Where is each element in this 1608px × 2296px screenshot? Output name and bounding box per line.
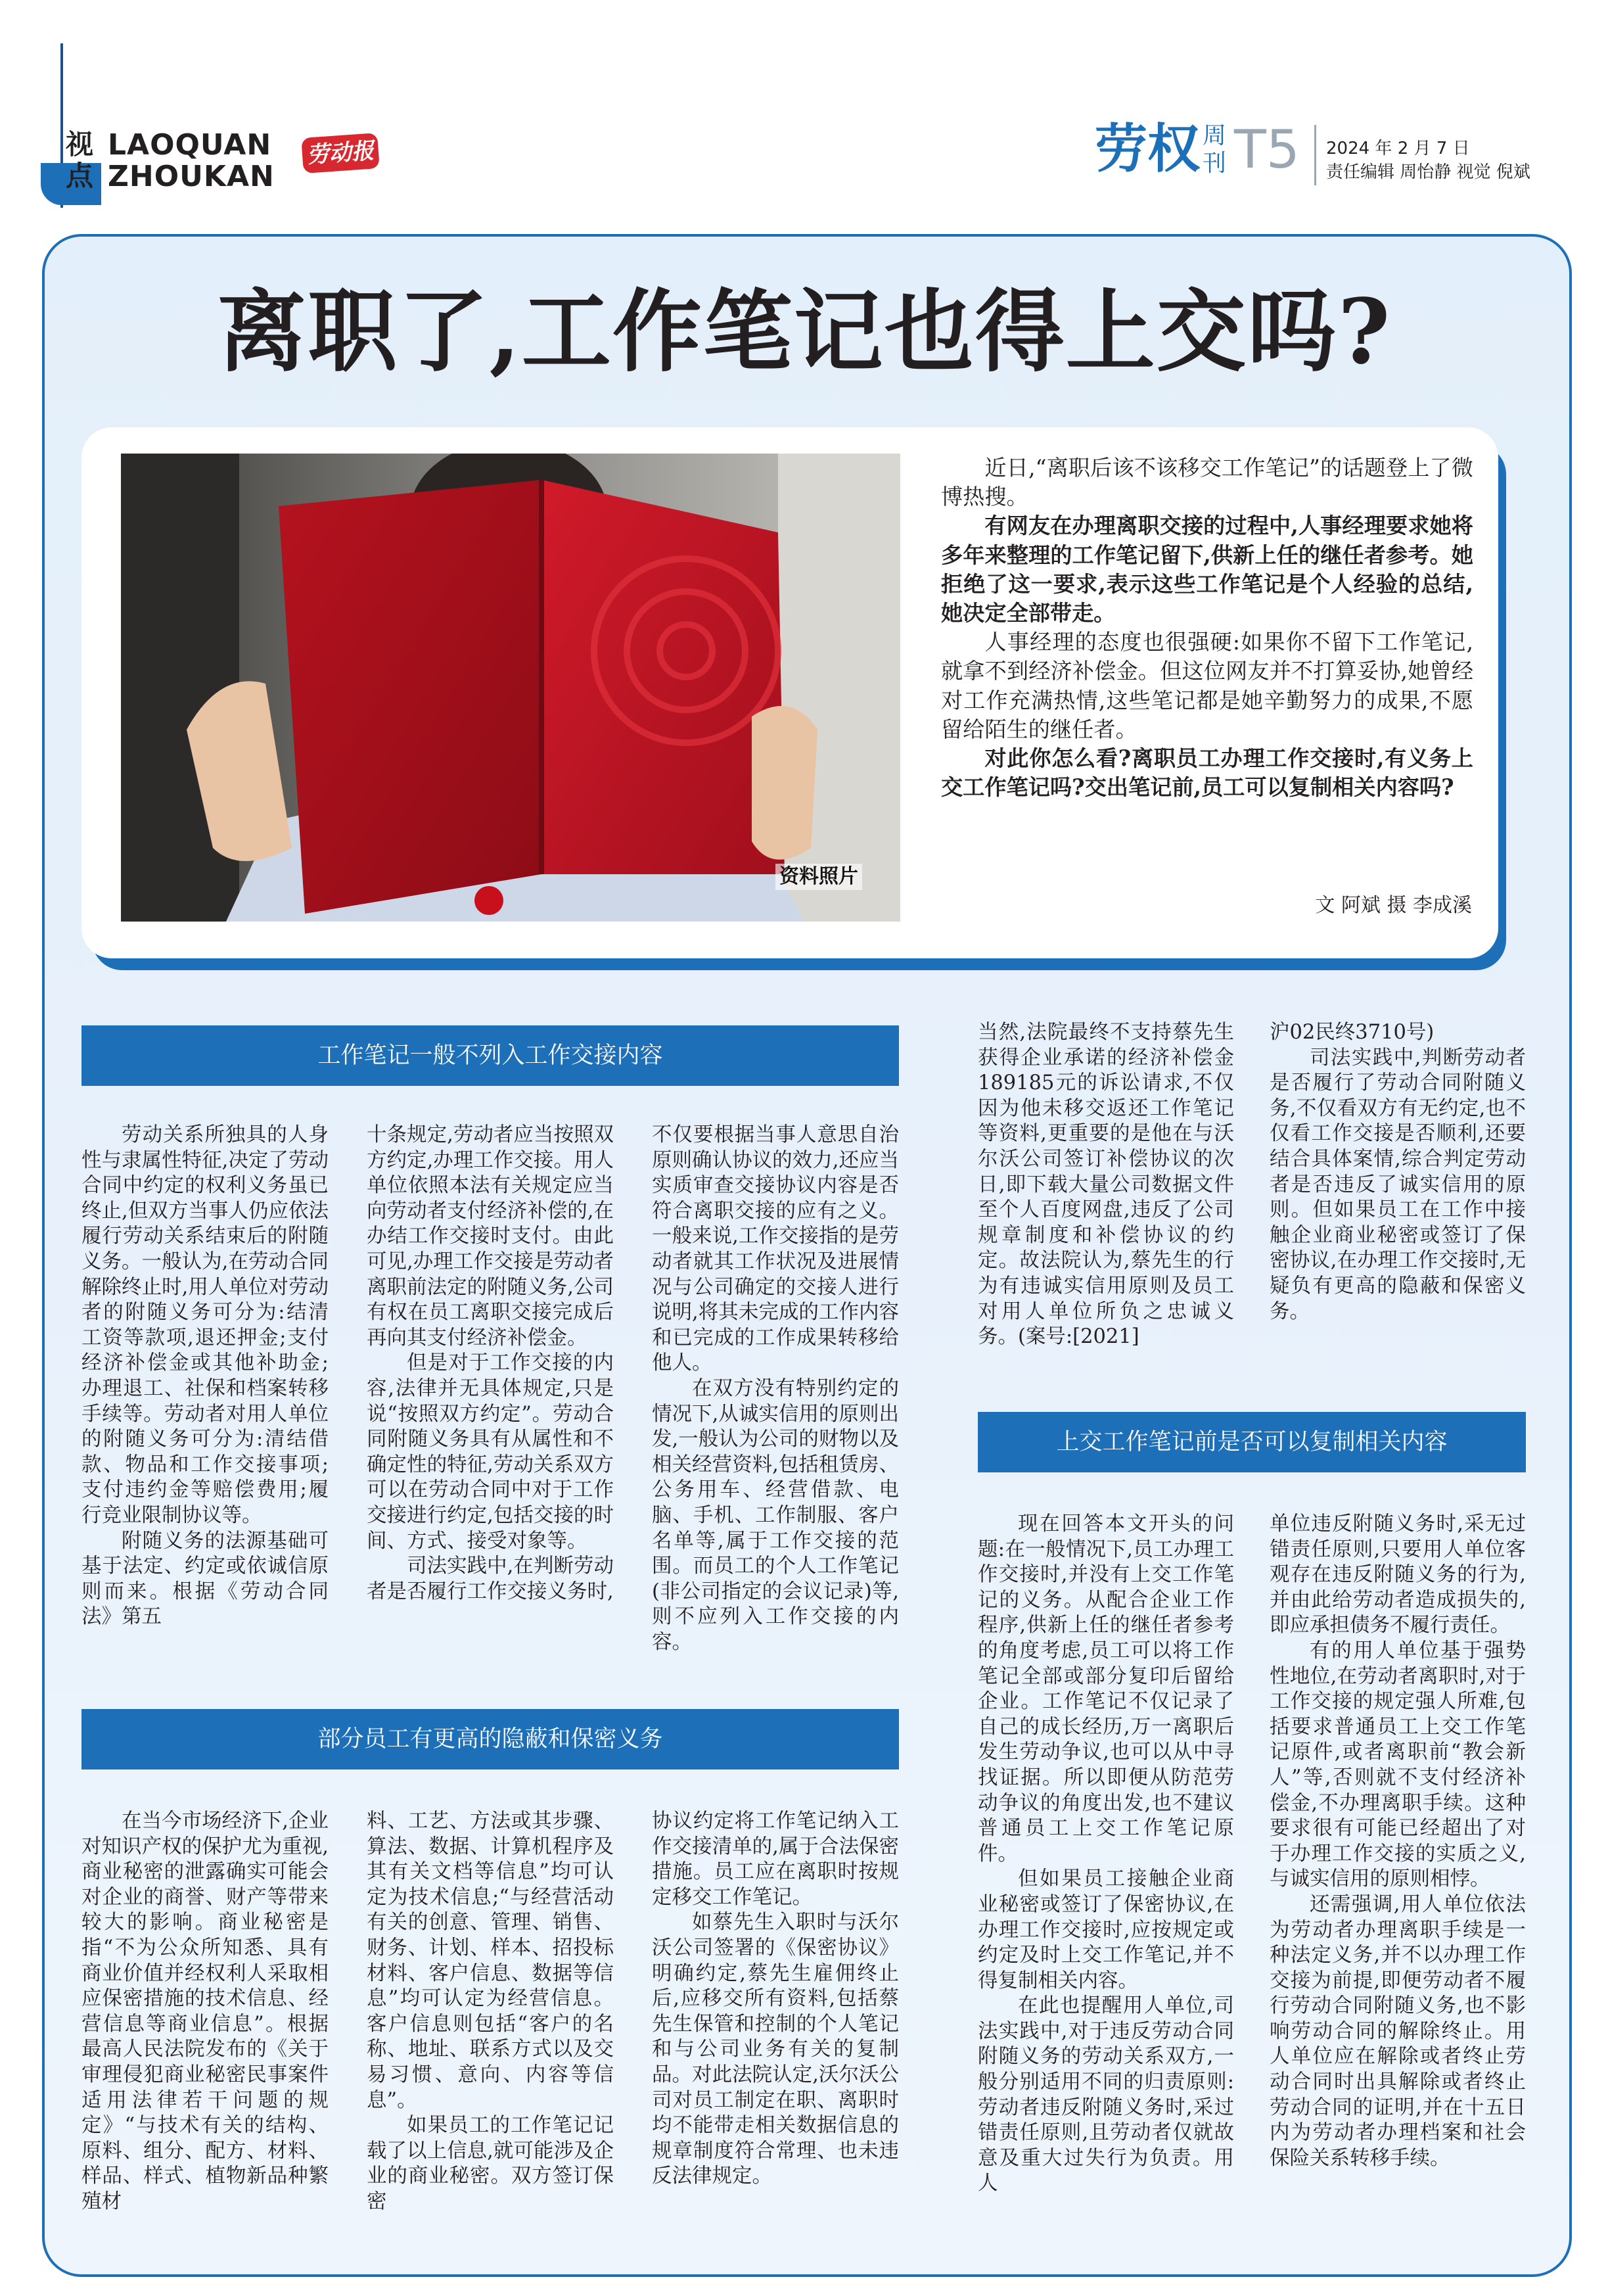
intro-paragraph: 有网友在办理离职交接的过程中,人事经理要求她将多年来整理的工作笔记留下,供新上任的继任者参考。她拒绝了这一要求,表示这些工作笔记是个人经验的总结,她决定全部带走。: [941, 513, 1473, 626]
masthead-divider: [1314, 125, 1316, 185]
intro-text: [941, 454, 1473, 802]
text-column: [1270, 1512, 1526, 2171]
paragraph: 在双方没有特别约定的情况下,从诚实信用的原则出发,一般认为公司的财物以及相关经营资料,包括租赁房、公务用车、经营借款、电脑、手机、工作制服、客户名单等,属于工作交接的范围。而员工的个人工作笔记(非公司指定的会议记录)等,则不应列入工作交接的内容。: [652, 1376, 899, 1654]
newspaper-logo: 劳动报: [301, 133, 379, 174]
intro-paragraph: 近日,“离职后该不该移交工作笔记”的话题登上了微博热搜。: [941, 455, 1473, 510]
brand-line-2: ZHOUKAN: [108, 160, 275, 193]
paragraph: 附随义务的法源基础可基于法定、约定或依诚信原则而来。根据《劳动合同法》第五: [81, 1529, 329, 1629]
paragraph: 司法实践中,在判断劳动者是否履行工作交接义务时,: [367, 1555, 614, 1603]
text-column: [652, 1123, 899, 1655]
editor-credit: 责任编辑 周怡静 视觉 倪斌: [1326, 162, 1530, 182]
text-column: [652, 1809, 899, 2190]
paragraph: 还需强调,用人单位依法为劳动者办理离职手续是一种法定义务,并不以办理工作交接为前提,即便劳动者不履行劳动合同附随义务,也不影响劳动合同的解除终止。用人单位应在解除或者终止劳动合同时出具解除或者终止劳动合同的证明,并在十五日内为劳动者办理档案和社会保险关系转移手续。: [1270, 1892, 1526, 2170]
paragraph: 当然,法院最终不支持蔡先生获得企业承诺的经济补偿金189185元的诉讼请求,不仅因为他未移交返还工作笔记等资料,更重要的是他在与沃尔沃公司签订补偿协议的次日,即下载大量公司数据文件至个人百度网盘,违反了公司规章制度和补偿协议的约定。故法院认为,蔡先生的行为有违诚实信用原则及员工对用人单位所负之忠诚义务。(案号:[2021]: [978, 1021, 1234, 1349]
section-heading: 部分员工有更高的隐蔽和保密义务: [81, 1709, 899, 1769]
article-photo: [121, 454, 900, 922]
text-column: [367, 1123, 614, 1605]
intro-paragraph: 人事经理的态度也很强硬:如果你不留下工作笔记,就拿不到经济补偿金。但这位网友并不打算妥协,她曾经对工作充满热情,这些笔记都是她辛勤努力的成果,不愿留给陌生的继任者。: [941, 629, 1473, 742]
paragraph: 有的用人单位基于强势性地位,在劳动者离职时,对于工作交接的规定强人所难,包括要求普通员工上交工作笔记原件,或者离职前“教会新人”等,否则就不支付经济补偿金,不办理离职手续。这种要求很有可能已经超出了对于办理工作交接的实质之义,与诚实信用的原则相悖。: [1270, 1639, 1526, 1891]
photo-caption: 资料照片: [775, 864, 862, 890]
paragraph: 单位违反附随义务时,采无过错责任原则,只要用人单位客观存在违反附随义务的行为,并由此给劳动者造成损失的,即应承担债务不履行责任。: [1270, 1512, 1526, 1637]
byline: 文 阿斌 摄 李成溪: [1315, 894, 1472, 917]
paragraph: 在当今市场经济下,企业对知识产权的保护尤为重视,商业秘密的泄露确实可能会对企业的商誉、财产等带来较大的影响。商业秘密是指“不为公众所知悉、具有商业价值并经权利人采取相应保密措施的技术信息、经营信息等商业信息”。根据最高人民法院发布的《关于审理侵犯商业秘密民事案件适用法律若干问题的规定》“与技术有关的结构、原料、组分、配方、材料、样品、样式、植物新品种繁殖材: [81, 1810, 329, 2213]
intro-paragraph: 对此你怎么看?离职员工办理工作交接时,有义务上交工作笔记吗?交出笔记前,员工可以复制相关内容吗?: [941, 745, 1473, 801]
paragraph: 在此也提醒用人单位,司法实践中,对于违反劳动合同附随义务的劳动关系双方,一般分别适用不同的归责原则:劳动者违反附随义务时,采过错责任原则,且劳动者仅就故意及重大过失行为负责。用人: [978, 1994, 1234, 2195]
paragraph: 料、工艺、方法或其步骤、算法、数据、计算机程序及其有关文档等信息”均可认定为技术信息;“与经营活动有关的创意、管理、销售、财务、计划、样本、招投标材料、客户信息、数据等信息”均可认定为经营信息。客户信息则包括“客户的名称、地址、联系方式以及交易习惯、意向、内容等信息”。: [367, 1810, 614, 2112]
paragraph: 劳动关系所独具的人身性与隶属性特征,决定了劳动合同中约定的权利义务虽已终止,但双方当事人仍应依法履行劳动关系结束后的附随义务。一般认为,在劳动合同解除终止时,用人单位对劳动者的附随义务可分为:结清工资等款项,退还押金;支付经济补偿金或其他补助金;办理退工、社保和档案转移手续等。劳动者对用人单位的附随义务可分为:清结借款、物品和工作交接事项;支付违约金等赔偿费用;履行竞业限制协议等。: [81, 1123, 329, 1527]
section-heading: 上交工作笔记前是否可以复制相关内容: [978, 1412, 1526, 1472]
section-label: 视点: [66, 128, 94, 192]
paragraph: 沪02民终3710号): [1270, 1021, 1435, 1044]
column-subtitle: 周刊: [1203, 122, 1227, 177]
headline: 离职了,工作笔记也得上交吗?: [217, 279, 1392, 385]
text-column: [978, 1020, 1234, 1350]
paragraph: 但是对于工作交接的内容,法律并无具体规定,只是说“按照双方约定”。劳动合同附随义务具有从属性和不确定性的特征,劳动关系双方可以在劳动合同中对于工作交接进行约定,包括交接的时间、方式、接受对象等。: [367, 1351, 614, 1553]
paragraph: 不仅要根据当事人意思自治原则确认协议的效力,还应当实质审查交接协议内容是否符合离职交接的应有之义。一般来说,工作交接指的是劳动者就其工作状况及进展情况与公司确定的交接人进行说明,将其未完成的工作内容和已完成的工作成果转移给他人。: [652, 1123, 899, 1375]
text-column: [81, 1809, 329, 2215]
paragraph: 如蔡先生入职时与沃尔沃公司签署的《保密协议》明确约定,蔡先生雇佣终止后,应移交所有资料,包括蔡先生保管和控制的个人笔记和与公司业务有关的复制品。对此法院认定,沃尔沃公司对员工制定在职、离职时均不能带走相关数据信息的规章制度符合常理、也未违反法律规定。: [652, 1911, 899, 2188]
paragraph: 司法实践中,判断劳动者是否履行了劳动合同附随义务,不仅看双方有无约定,也不仅看工作交接是否顺利,还要结合具体案情,综合判定劳动者是否违反了诚实信用的原则。但如果员工在工作中接触企业商业秘密或签订了保密协议,在办理工作交接时,无疑负有更高的隐蔽和保密义务。: [1270, 1046, 1526, 1323]
column-title: 劳权: [1095, 118, 1200, 179]
paragraph: 但如果员工接触企业商业秘密或签订了保密协议,在办理工作交接时,应按规定或约定及时上交工作笔记,并不得复制相关内容。: [978, 1867, 1234, 1992]
paragraph: 协议约定将工作笔记纳入工作交接清单的,属于合法保密措施。员工应在离职时按规定移交工作笔记。: [652, 1810, 899, 1909]
brand-line-1: LAOQUAN: [108, 128, 272, 162]
section-heading: 工作笔记一般不列入工作交接内容: [81, 1025, 899, 1086]
text-column: [978, 1512, 1234, 2197]
person-hiding-face-with-red-notebook-icon: [121, 454, 900, 922]
paragraph: 现在回答本文开头的问题:在一般情况下,员工办理工作交接时,并没有上交工作笔记的义务。从配合企业工作程序,供新上任的继任者参考的角度考虑,员工可以将工作笔记全部或部分复印后留给企业。工作笔记不仅记录了自己的成长经历,万一离职后发生劳动争议,也可以从中寻找证据。所以即便从防范劳动争议的角度出发,也不建议普通员工上交工作笔记原件。: [978, 1512, 1234, 1865]
text-column: [1270, 1020, 1526, 1324]
paragraph: 如果员工的工作笔记记载了以上信息,就可能涉及企业的商业秘密。双方签订保密: [367, 2114, 614, 2213]
page-number: T5: [1234, 119, 1300, 180]
paragraph: 十条规定,劳动者应当按照双方约定,办理工作交接。用人单位依照本法有关规定应当向劳动者支付经济补偿的,在办结工作交接时支付。由此可见,办理工作交接是劳动者离职前法定的附随义务,公司有权在员工离职交接完成后再向其支付经济补偿金。: [367, 1123, 614, 1349]
text-column: [81, 1123, 329, 1630]
text-column: [367, 1809, 614, 2215]
issue-date: 2024 年 2 月 7 日: [1326, 139, 1470, 158]
